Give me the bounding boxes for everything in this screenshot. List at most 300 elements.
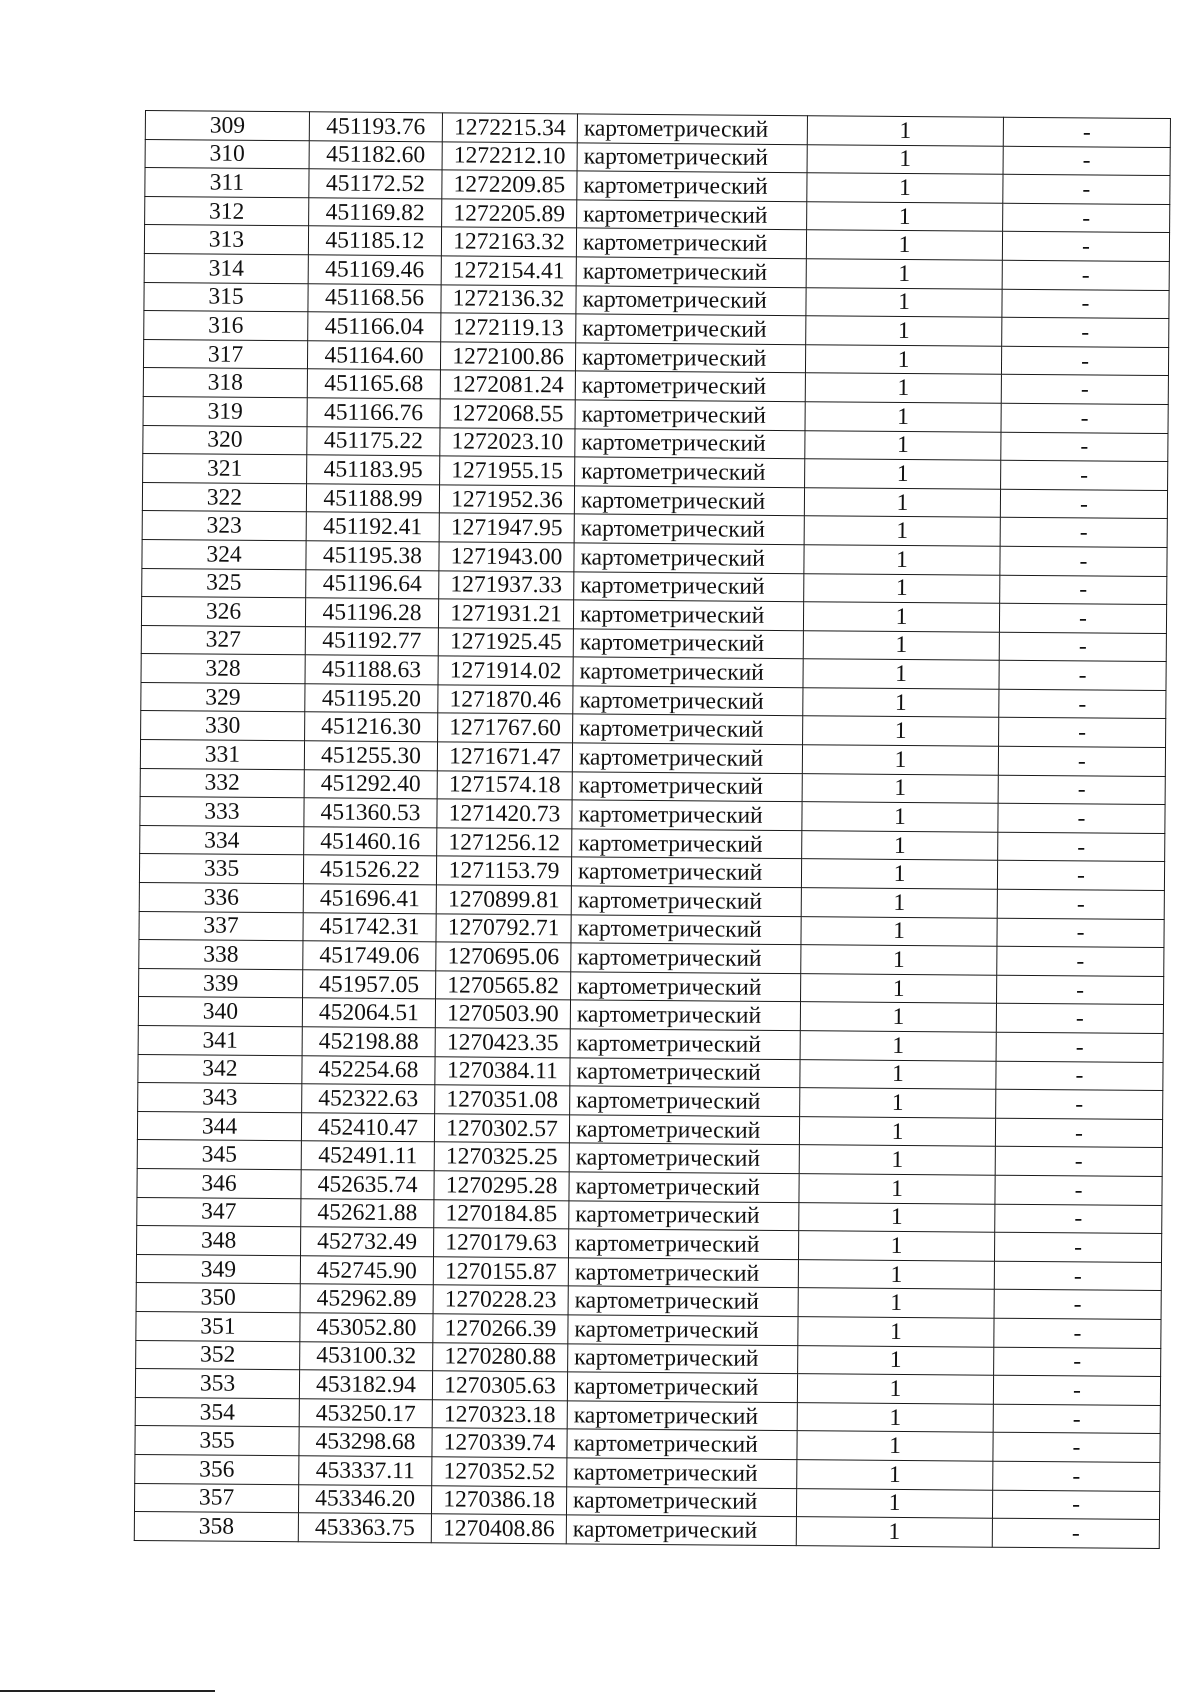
x-coordinate-cell: 452064.51 [302, 998, 435, 1028]
point-number-cell: 322 [142, 482, 306, 512]
y-coordinate-cell: 1270325.25 [434, 1142, 569, 1172]
y-coordinate-cell: 1270323.18 [432, 1400, 567, 1430]
point-number-cell: 358 [134, 1512, 298, 1542]
accuracy-cell: 1 [807, 116, 1003, 146]
coordinates-table-body [134, 111, 1170, 1549]
method-cell: картометрический [572, 772, 802, 802]
point-number-cell: 323 [142, 511, 306, 541]
point-number-cell: 355 [135, 1426, 299, 1456]
description-cell: - [1003, 117, 1170, 147]
accuracy-cell: 1 [800, 1002, 996, 1032]
point-number-cell: 327 [141, 625, 305, 655]
point-number-cell: 347 [137, 1197, 301, 1227]
y-coordinate-cell: 1272215.34 [442, 113, 577, 143]
accuracy-cell: 1 [802, 831, 998, 861]
method-cell: картометрический [575, 400, 805, 430]
y-coordinate-cell: 1272119.13 [441, 313, 576, 343]
accuracy-cell: 1 [799, 1145, 995, 1175]
y-coordinate-cell: 1270305.63 [432, 1371, 567, 1401]
y-coordinate-cell: 1270155.87 [433, 1257, 568, 1287]
method-cell: картометрический [570, 1029, 800, 1059]
point-number-cell: 334 [140, 825, 304, 855]
x-coordinate-cell: 452621.88 [301, 1198, 434, 1228]
description-cell: - [993, 1404, 1160, 1434]
accuracy-cell: 1 [806, 230, 1002, 260]
description-cell: - [997, 918, 1164, 948]
accuracy-cell: 1 [803, 716, 999, 746]
y-coordinate-cell: 1270184.85 [434, 1199, 569, 1229]
x-coordinate-cell: 453337.11 [299, 1456, 432, 1486]
accuracy-cell: 1 [801, 945, 997, 975]
x-coordinate-cell: 451166.76 [307, 398, 440, 428]
y-coordinate-cell: 1271870.46 [438, 685, 573, 715]
accuracy-cell: 1 [804, 545, 1000, 575]
x-coordinate-cell: 451742.31 [303, 912, 436, 942]
y-coordinate-cell: 1271931.21 [438, 599, 573, 629]
y-coordinate-cell: 1271256.12 [437, 828, 572, 858]
point-number-cell: 354 [135, 1397, 299, 1427]
x-coordinate-cell: 451749.06 [303, 941, 436, 971]
method-cell: картометрический [569, 1143, 799, 1173]
point-number-cell: 309 [145, 111, 309, 141]
x-coordinate-cell: 451292.40 [304, 769, 437, 799]
description-cell: - [1002, 232, 1169, 262]
point-number-cell: 339 [139, 968, 303, 998]
x-coordinate-cell: 451216.30 [305, 712, 438, 742]
y-coordinate-cell: 1270179.63 [434, 1228, 569, 1258]
method-cell: картометрический [576, 285, 806, 315]
y-coordinate-cell: 1271952.36 [439, 485, 574, 515]
method-cell: картометрический [571, 857, 801, 887]
description-cell: - [996, 1061, 1163, 1091]
accuracy-cell: 1 [801, 916, 997, 946]
point-number-cell: 343 [138, 1083, 302, 1113]
x-coordinate-cell: 453100.32 [300, 1341, 433, 1371]
accuracy-cell: 1 [797, 1460, 993, 1490]
method-cell: картометрический [569, 1200, 799, 1230]
accuracy-cell: 1 [797, 1374, 993, 1404]
x-coordinate-cell: 452410.47 [301, 1113, 434, 1143]
method-cell: картометрический [574, 514, 804, 544]
x-coordinate-cell: 451196.28 [305, 598, 438, 628]
accuracy-cell: 1 [801, 888, 997, 918]
accuracy-cell: 1 [799, 1116, 995, 1146]
method-cell: картометрический [569, 1115, 799, 1145]
x-coordinate-cell: 452732.49 [301, 1227, 434, 1257]
point-number-cell: 341 [138, 1025, 302, 1055]
y-coordinate-cell: 1272205.89 [442, 199, 577, 229]
method-cell: картометрический [577, 114, 807, 144]
x-coordinate-cell: 451169.46 [308, 255, 441, 285]
point-number-cell: 329 [141, 682, 305, 712]
x-coordinate-cell: 453346.20 [298, 1484, 431, 1514]
description-cell: - [992, 1490, 1159, 1520]
description-cell: - [1003, 174, 1170, 204]
description-cell: - [995, 1204, 1162, 1234]
description-cell: - [995, 1118, 1162, 1148]
y-coordinate-cell: 1270899.81 [436, 885, 571, 915]
y-coordinate-cell: 1271153.79 [436, 856, 571, 886]
method-cell: картометрический [572, 743, 802, 773]
method-cell: картометрический [577, 142, 807, 172]
y-coordinate-cell: 1270339.74 [432, 1428, 567, 1458]
description-cell: - [998, 775, 1165, 805]
description-cell: - [995, 1175, 1162, 1205]
description-cell: - [1000, 489, 1167, 519]
point-number-cell: 316 [144, 311, 308, 341]
accuracy-cell: 1 [801, 859, 997, 889]
method-cell: картометрический [568, 1229, 798, 1259]
y-coordinate-cell: 1271947.95 [439, 513, 574, 543]
description-cell: - [996, 1089, 1163, 1119]
description-cell: - [996, 1032, 1163, 1062]
point-number-cell: 338 [139, 940, 303, 970]
point-number-cell: 342 [138, 1054, 302, 1084]
description-cell: - [997, 861, 1164, 891]
accuracy-cell: 1 [803, 659, 999, 689]
description-cell: - [994, 1290, 1161, 1320]
description-cell: - [1000, 546, 1167, 576]
point-number-cell: 351 [136, 1311, 300, 1341]
point-number-cell: 336 [139, 883, 303, 913]
method-cell: картометрический [576, 228, 806, 258]
description-cell: - [992, 1518, 1159, 1548]
x-coordinate-cell: 452745.90 [300, 1256, 433, 1286]
description-cell: - [1002, 260, 1169, 290]
y-coordinate-cell: 1270351.08 [435, 1085, 570, 1115]
description-cell: - [999, 603, 1166, 633]
x-coordinate-cell: 451175.22 [307, 426, 440, 456]
description-cell: - [997, 946, 1164, 976]
point-number-cell: 321 [143, 454, 307, 484]
accuracy-cell: 1 [806, 259, 1002, 289]
point-number-cell: 324 [142, 539, 306, 569]
y-coordinate-cell: 1270792.71 [436, 913, 571, 943]
x-coordinate-cell: 451166.04 [308, 312, 441, 342]
description-cell: - [1001, 460, 1168, 490]
description-cell: - [994, 1347, 1161, 1377]
x-coordinate-cell: 451169.82 [309, 198, 442, 228]
description-cell: - [998, 832, 1165, 862]
x-coordinate-cell: 451193.76 [309, 112, 442, 142]
y-coordinate-cell: 1270386.18 [431, 1485, 566, 1515]
description-cell: - [1003, 203, 1170, 233]
point-number-cell: 314 [144, 253, 308, 283]
accuracy-cell: 1 [800, 1088, 996, 1118]
point-number-cell: 320 [143, 425, 307, 455]
method-cell: картометрический [570, 1057, 800, 1087]
x-coordinate-cell: 452962.89 [300, 1284, 433, 1314]
description-cell: - [997, 889, 1164, 919]
point-number-cell: 331 [140, 740, 304, 770]
accuracy-cell: 1 [798, 1231, 994, 1261]
method-cell: картометрический [566, 1486, 796, 1516]
method-cell: картометрический [574, 486, 804, 516]
point-number-cell: 333 [140, 797, 304, 827]
accuracy-cell: 1 [802, 773, 998, 803]
method-cell: картометрический [575, 371, 805, 401]
accuracy-cell: 1 [803, 602, 999, 632]
point-number-cell: 350 [136, 1283, 300, 1313]
point-number-cell: 311 [145, 168, 309, 198]
point-number-cell: 349 [136, 1254, 300, 1284]
description-cell: - [993, 1461, 1160, 1491]
y-coordinate-cell: 1271925.45 [438, 628, 573, 658]
point-number-cell: 345 [137, 1140, 301, 1170]
x-coordinate-cell: 452635.74 [301, 1170, 434, 1200]
y-coordinate-cell: 1270423.35 [435, 1028, 570, 1058]
point-number-cell: 348 [137, 1226, 301, 1256]
method-cell: картометрический [573, 657, 803, 687]
y-coordinate-cell: 1272100.86 [440, 342, 575, 372]
method-cell: картометрический [566, 1515, 796, 1545]
description-cell: - [995, 1147, 1162, 1177]
x-coordinate-cell: 451165.68 [307, 369, 440, 399]
point-number-cell: 315 [144, 282, 308, 312]
description-cell: - [998, 803, 1165, 833]
accuracy-cell: 1 [805, 430, 1001, 460]
point-number-cell: 340 [138, 997, 302, 1027]
method-cell: картометрический [570, 1000, 800, 1030]
accuracy-cell: 1 [802, 802, 998, 832]
x-coordinate-cell: 451526.22 [303, 855, 436, 885]
accuracy-cell: 1 [805, 402, 1001, 432]
accuracy-cell: 1 [798, 1288, 994, 1318]
description-cell: - [997, 975, 1164, 1005]
description-cell: - [994, 1232, 1161, 1262]
method-cell: картометрический [573, 686, 803, 716]
y-coordinate-cell: 1270695.06 [436, 942, 571, 972]
x-coordinate-cell: 451255.30 [304, 741, 437, 771]
method-cell: картометрический [576, 314, 806, 344]
accuracy-cell: 1 [803, 630, 999, 660]
accuracy-cell: 1 [804, 487, 1000, 517]
point-number-cell: 337 [139, 911, 303, 941]
y-coordinate-cell: 1271914.02 [438, 656, 573, 686]
y-coordinate-cell: 1270408.86 [431, 1514, 566, 1544]
method-cell: картометрический [568, 1343, 798, 1373]
method-cell: картометрический [567, 1458, 797, 1488]
y-coordinate-cell: 1270295.28 [434, 1171, 569, 1201]
x-coordinate-cell: 451168.56 [308, 283, 441, 313]
x-coordinate-cell: 453363.75 [298, 1513, 431, 1543]
point-number-cell: 357 [134, 1483, 298, 1513]
accuracy-cell: 1 [798, 1345, 994, 1375]
method-cell: картометрический [568, 1286, 798, 1316]
y-coordinate-cell: 1271420.73 [437, 799, 572, 829]
y-coordinate-cell: 1270228.23 [433, 1285, 568, 1315]
y-coordinate-cell: 1271943.00 [439, 542, 574, 572]
method-cell: картометрический [572, 829, 802, 859]
x-coordinate-cell: 452322.63 [302, 1084, 435, 1114]
y-coordinate-cell: 1272081.24 [440, 370, 575, 400]
accuracy-cell: 1 [798, 1317, 994, 1347]
x-coordinate-cell: 451164.60 [307, 341, 440, 371]
method-cell: картометрический [577, 171, 807, 201]
method-cell: картометрический [575, 428, 805, 458]
point-number-cell: 328 [141, 654, 305, 684]
y-coordinate-cell: 1272023.10 [440, 427, 575, 457]
accuracy-cell: 1 [802, 745, 998, 775]
method-cell: картометрический [567, 1429, 797, 1459]
description-cell: - [999, 689, 1166, 719]
x-coordinate-cell: 451360.53 [304, 798, 437, 828]
accuracy-cell: 1 [806, 287, 1002, 317]
point-number-cell: 313 [144, 225, 308, 255]
y-coordinate-cell: 1272163.32 [441, 227, 576, 257]
accuracy-cell: 1 [800, 1031, 996, 1061]
accuracy-cell: 1 [807, 201, 1003, 231]
x-coordinate-cell: 451196.64 [306, 569, 439, 599]
accuracy-cell: 1 [805, 459, 1001, 489]
x-coordinate-cell: 453052.80 [300, 1313, 433, 1343]
x-coordinate-cell: 451195.20 [305, 684, 438, 714]
y-coordinate-cell: 1270384.11 [435, 1056, 570, 1086]
method-cell: картометрический [571, 943, 801, 973]
point-number-cell: 312 [145, 196, 309, 226]
method-cell: картометрический [570, 1086, 800, 1116]
method-cell: картометрический [568, 1258, 798, 1288]
y-coordinate-cell: 1271671.47 [437, 742, 572, 772]
accuracy-cell: 1 [796, 1488, 992, 1518]
description-cell: - [1001, 375, 1168, 405]
method-cell: картометрический [573, 629, 803, 659]
y-coordinate-cell: 1272136.32 [441, 284, 576, 314]
x-coordinate-cell: 451183.95 [307, 455, 440, 485]
point-number-cell: 326 [141, 597, 305, 627]
x-coordinate-cell: 451460.16 [304, 827, 437, 857]
point-number-cell: 330 [141, 711, 305, 741]
y-coordinate-cell: 1271955.15 [440, 456, 575, 486]
y-coordinate-cell: 1272212.10 [442, 141, 577, 171]
method-cell: картометрический [577, 200, 807, 230]
coordinates-table [134, 110, 1171, 1549]
point-number-cell: 353 [135, 1369, 299, 1399]
accuracy-cell: 1 [804, 573, 1000, 603]
description-cell: - [999, 718, 1166, 748]
method-cell: картометрический [574, 543, 804, 573]
point-number-cell: 325 [142, 568, 306, 598]
x-coordinate-cell: 451195.38 [306, 541, 439, 571]
point-number-cell: 335 [139, 854, 303, 884]
x-coordinate-cell: 453298.68 [299, 1427, 432, 1457]
method-cell: картометрический [573, 714, 803, 744]
x-coordinate-cell: 452254.68 [302, 1055, 435, 1085]
point-number-cell: 356 [135, 1454, 299, 1484]
x-coordinate-cell: 451185.12 [308, 226, 441, 256]
y-coordinate-cell: 1270302.57 [434, 1114, 569, 1144]
x-coordinate-cell: 451188.99 [306, 483, 439, 513]
method-cell: картометрический [569, 1172, 799, 1202]
point-number-cell: 344 [137, 1111, 301, 1141]
point-number-cell: 332 [140, 768, 304, 798]
accuracy-cell: 1 [805, 344, 1001, 374]
description-cell: - [1001, 346, 1168, 376]
description-cell: - [1001, 432, 1168, 462]
y-coordinate-cell: 1272154.41 [441, 256, 576, 286]
accuracy-cell: 1 [799, 1174, 995, 1204]
y-coordinate-cell: 1271767.60 [438, 713, 573, 743]
method-cell: картометрический [567, 1372, 797, 1402]
accuracy-cell: 1 [804, 516, 1000, 546]
description-cell: - [996, 1004, 1163, 1034]
description-cell: - [999, 632, 1166, 662]
accuracy-cell: 1 [796, 1517, 992, 1547]
footer-rule [0, 1690, 215, 1692]
point-number-cell: 318 [143, 368, 307, 398]
y-coordinate-cell: 1272068.55 [440, 399, 575, 429]
method-cell: картометрический [568, 1315, 798, 1345]
description-cell: - [999, 661, 1166, 691]
accuracy-cell: 1 [801, 973, 997, 1003]
description-cell: - [993, 1433, 1160, 1463]
point-number-cell: 352 [136, 1340, 300, 1370]
x-coordinate-cell: 451192.77 [305, 626, 438, 656]
x-coordinate-cell: 451182.60 [309, 140, 442, 170]
description-cell: - [994, 1261, 1161, 1291]
description-cell: - [994, 1318, 1161, 1348]
point-number-cell: 310 [145, 139, 309, 169]
accuracy-cell: 1 [798, 1259, 994, 1289]
x-coordinate-cell: 451696.41 [303, 884, 436, 914]
method-cell: картометрический [576, 257, 806, 287]
point-number-cell: 317 [143, 339, 307, 369]
method-cell: картометрический [567, 1401, 797, 1431]
method-cell: картометрический [575, 457, 805, 487]
method-cell: картометрический [571, 914, 801, 944]
y-coordinate-cell: 1271937.33 [439, 570, 574, 600]
accuracy-cell: 1 [805, 373, 1001, 403]
x-coordinate-cell: 451192.41 [306, 512, 439, 542]
accuracy-cell: 1 [797, 1402, 993, 1432]
x-coordinate-cell: 452491.11 [301, 1141, 434, 1171]
accuracy-cell: 1 [799, 1202, 995, 1232]
method-cell: картометрический [571, 972, 801, 1002]
description-cell: - [1000, 575, 1167, 605]
accuracy-cell: 1 [803, 688, 999, 718]
accuracy-cell: 1 [807, 173, 1003, 203]
description-cell: - [1002, 289, 1169, 319]
x-coordinate-cell: 453182.94 [299, 1370, 432, 1400]
method-cell: картометрический [575, 343, 805, 373]
description-cell: - [1001, 403, 1168, 433]
y-coordinate-cell: 1270352.52 [432, 1457, 567, 1487]
description-cell: - [993, 1375, 1160, 1405]
x-coordinate-cell: 451172.52 [309, 169, 442, 199]
method-cell: картометрический [572, 800, 802, 830]
x-coordinate-cell: 451188.63 [305, 655, 438, 685]
method-cell: картометрический [574, 571, 804, 601]
method-cell: картометрический [573, 600, 803, 630]
y-coordinate-cell: 1272209.85 [442, 170, 577, 200]
y-coordinate-cell: 1270266.39 [433, 1314, 568, 1344]
point-number-cell: 319 [143, 396, 307, 426]
x-coordinate-cell: 452198.88 [302, 1027, 435, 1057]
x-coordinate-cell: 453250.17 [299, 1398, 432, 1428]
point-number-cell: 346 [137, 1168, 301, 1198]
description-cell: - [998, 746, 1165, 776]
accuracy-cell: 1 [806, 316, 1002, 346]
y-coordinate-cell: 1270503.90 [435, 999, 570, 1029]
accuracy-cell: 1 [800, 1059, 996, 1089]
y-coordinate-cell: 1270565.82 [436, 971, 571, 1001]
method-cell: картометрический [571, 886, 801, 916]
y-coordinate-cell: 1271574.18 [437, 770, 572, 800]
description-cell: - [1000, 518, 1167, 548]
accuracy-cell: 1 [797, 1431, 993, 1461]
description-cell: - [1002, 317, 1169, 347]
description-cell: - [1003, 146, 1170, 176]
